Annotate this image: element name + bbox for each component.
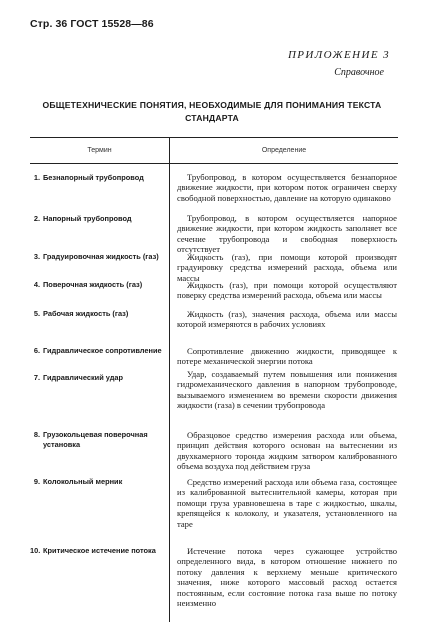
page-header: Стр. 36 ГОСТ 15528—86 xyxy=(30,18,154,30)
term-number: 7. xyxy=(33,373,40,382)
definition-row-8: Образцовое средство измерения расхода или объема, принцип действия которого основан на вытеснении из двухкамерного торонда жидким затвором калиброванного объема воздуха под действием груза xyxy=(177,430,397,472)
term-row-6 xyxy=(30,346,167,356)
definition-row-9: Средство измерений расхода или объема газа, состоящее из калиброванной вытеснительной камеры, которая при помощи груза уравновешена в таре с жидкостью, шкалы, крепящейся к колоколу, и указателя, установленного на таре xyxy=(177,477,397,529)
term-text: Гидравлический удар xyxy=(43,373,124,382)
definition-row-6: Сопротивление движению жидкости, приводящее к потере механической энергии потока xyxy=(177,346,397,367)
term-row-3 xyxy=(30,252,167,262)
table-body xyxy=(30,164,398,634)
appendix-note: Справочное xyxy=(334,67,384,78)
term-number: 9. xyxy=(33,477,40,486)
term-row-10 xyxy=(30,546,167,556)
definition-row-3: Жидкость (газ), при помощи которой производят градуировку средства измерений расхода, объема или массы xyxy=(177,252,397,283)
appendix-label: ПРИЛОЖЕНИЕ 3 xyxy=(287,49,390,61)
document-title: ОБЩЕТЕХНИЧЕСКИЕ ПОНЯТИЯ, НЕОБХОДИМЫЕ ДЛЯ ПОНИМАНИЯ ТЕКСТА СТАНДАРТА xyxy=(42,100,382,123)
term-number: 6. xyxy=(33,346,40,355)
term-number: 2. xyxy=(33,214,40,223)
term-row-2 xyxy=(30,214,167,224)
term-text: Напорный трубопровод xyxy=(43,214,132,223)
term-row-7 xyxy=(30,373,167,383)
term-row-1 xyxy=(30,173,167,183)
table-header xyxy=(30,138,398,164)
term-row-5 xyxy=(30,309,167,319)
header-term: Термин xyxy=(30,138,170,163)
term-row-4 xyxy=(30,280,167,290)
term-row-8 xyxy=(30,430,167,449)
term-text: Грузокольцевая поверочная установка xyxy=(43,430,148,449)
definition-row-4: Жидкость (газ), при помощи которой осуществляют поверку средства измерений расхода, объема или массы xyxy=(177,280,397,301)
term-number: 8. xyxy=(33,430,40,439)
term-number: 10. xyxy=(30,546,41,555)
definition-row-1: Трубопровод, в котором осуществляется безнапорное движение жидкости, при котором поток ограничен сверху свободной поверхностью, давление на которую одинаково xyxy=(177,172,397,203)
term-text: Градуировочная жидкость (газ) xyxy=(43,252,159,261)
definition-row-2: Трубопровод, в котором осуществляется напорное движение жидкости, при котором жидкость заполняет все сечение трубопровода и свободная поверхность отсутствует xyxy=(177,213,397,255)
term-row-9 xyxy=(30,477,167,487)
term-number: 4. xyxy=(33,280,40,289)
definition-row-7: Удар, создаваемый путем повышения или понижения гидромеханического давления в напорном трубопроводе, вызываемого изменением во времени скорости движения жидкости (газа) в сечении трубопровода xyxy=(177,369,397,411)
terms-table xyxy=(30,137,398,634)
header-definition: Определение xyxy=(261,147,307,154)
term-text: Безнапорный трубопровод xyxy=(43,173,144,182)
definition-row-5: Жидкость (газ), значения расхода, объема или массы которой измеряются в рабочих условиях xyxy=(177,309,397,330)
term-number: 1. xyxy=(33,173,40,182)
term-text: Гидравлическое сопротивление xyxy=(43,346,162,355)
definition-row-10: Истечение потока через сужающее устройство определенного вида, в котором отношение нижнего по потоку давления к верхнему меньше критического значения, ниже которого массовый расход остается постоянным, если состояние потока газа выше по потоку неизменно xyxy=(177,546,397,609)
term-number: 3. xyxy=(33,252,40,261)
term-text: Критическое истечение потока xyxy=(43,546,156,555)
term-text: Колокольный мерник xyxy=(43,477,123,486)
term-text: Поверочная жидкость (газ) xyxy=(43,280,143,289)
column-divider xyxy=(169,164,170,622)
term-number: 5. xyxy=(33,309,40,318)
term-text: Рабочая жидкость (газ) xyxy=(43,309,129,318)
